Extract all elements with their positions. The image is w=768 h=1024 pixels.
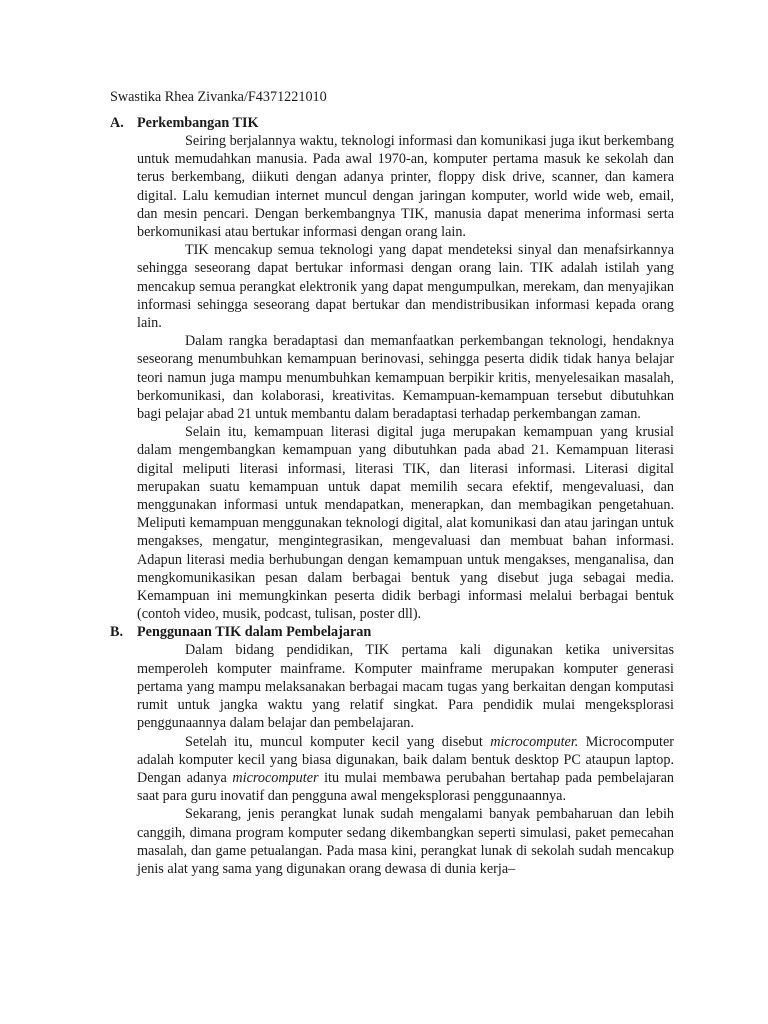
author-line: Swastika Rhea Zivanka/F4371221010 <box>110 89 327 105</box>
paragraph: Selain itu, kemampuan literasi digital juga merupakan kemampuan yang krusial dalam mengembangkan kemampuan yang dibutuhkan pada abad 21. Kemampuan literasi digital meliputi literasi informasi, literasi TIK, dan literasi informasi. Literasi digital merupakan suatu kemampuan untuk dapat memilih secara efektif, mengevaluasi, dan menggunakan informasi untuk mendapatkan, menerapkan, dan membagikan pengetahuan. Meliputi kemampuan menggunakan teknologi digital, alat komunikasi dan atau jaringan untuk mengakses, mengatur, mengintegrasikan, mengevaluasi dan membuat bahan informasi. Adapun literasi media berhubungan dengan kemampuan untuk mengakses, menganalisa, dan mengkomunikasikan pesan dalam berbagai bentuk yang disebut juga sebagai media. Kemampuan ini memungkinkan peserta didik berbagi informasi melalui berbagai bentuk (contoh video, musik, podcast, tulisan, poster dll). <box>137 424 674 623</box>
paragraph: Dalam bidang pendidikan, TIK pertama kali digunakan ketika universitas memperoleh komputer mainframe. Komputer mainframe merupakan komputer generasi pertama yang mampu melaksanakan berbagai macam tugas yang berkaitan dengan komputasi rumit untuk jangka waktu yang relatif singkat. Para pendidik mulai mengeksplorasi penggunaannya dalam belajar dan pembelajaran. <box>137 642 674 732</box>
section-penggunaan-tik <box>110 623 674 878</box>
text-run: itu mulai membawa perubahan bertahap pada pembelajaran saat para guru inovatif dan pengguna awal mengeksplorasi penggunaannya. <box>137 769 674 805</box>
paragraph: TIK mencakup semua teknologi yang dapat mendeteksi sinyal dan menafsirkannya sehingga seseorang dapat bertukar informasi dengan orang lain. TIK adalah istilah yang mencakup semua perangkat elektronik yang dapat mengumpulkan, merekam, dan menyajikan informasi sehingga seseorang dapat bertukar dan mendistribusikan informasi kepada orang lain. <box>137 242 674 332</box>
section-heading <box>110 114 674 132</box>
paragraph: Dalam rangka beradaptasi dan memanfaatkan perkembangan teknologi, hendaknya seseorang menumbuhkan kemampuan berinovasi, sehingga peserta didik tidak hanya belajar teori namun juga mampu menumbuhkan kemampuan berpikir kritis, menyelesaikan masalah, berkomunikasi, dan kolaborasi, kreativitas. Kemampuan-kemampuan tersebut dibutuhkan bagi pelajar abad 21 untuk membantu dalam beradaptasi terhadap perkembangan zaman. <box>137 333 674 423</box>
section-title: Perkembangan TIK <box>137 115 259 131</box>
italic-term: microcomputer <box>232 769 319 786</box>
paragraph: Seiring berjalannya waktu, teknologi informasi dan komunikasi juga ikut berkembang untuk memudahkan manusia. Pada awal 1970-an, komputer pertama masuk ke sekolah dan terus berkembang, diikuti dengan adanya printer, floppy disk drive, scanner, dan kamera digital. Lalu kemudian internet muncul dengan jaringan komputer, world wide web, email, dan mesin pencari. Dengan berkembangnya TIK, manusia dapat menerima informasi serta berkomunikasi atau bertukar informasi dengan orang lain. <box>137 133 674 241</box>
paragraph-microcomputer <box>137 733 674 806</box>
text-run: Microcomputer adalah komputer kecil yang biasa digunakan, baik dalam bentuk desktop PC ataupun laptop. Dengan adanya <box>137 733 674 786</box>
section-heading <box>110 623 674 641</box>
section-title: Penggunaan TIK dalam Pembelajaran <box>137 624 372 641</box>
section-letter: A. <box>110 115 124 131</box>
section-perkembangan-tik <box>110 114 674 623</box>
text-run: Setelah itu, muncul komputer kecil yang disebut <box>185 733 491 750</box>
section-body <box>137 132 674 623</box>
paragraph: Sekarang, jenis perangkat lunak sudah mengalami banyak pembaharuan dan lebih canggih, dimana program komputer sedang dikembangkan seperti simulasi, paket pemecahan masalah, dan game petualangan. Pada masa kini, perangkat lunak di sekolah sudah mencakup jenis alat yang sama yang digunakan orang dewasa di dunia kerja– <box>137 806 674 877</box>
section-letter: B. <box>110 624 124 641</box>
italic-term: microcomputer. <box>490 733 579 750</box>
section-body <box>137 641 674 878</box>
